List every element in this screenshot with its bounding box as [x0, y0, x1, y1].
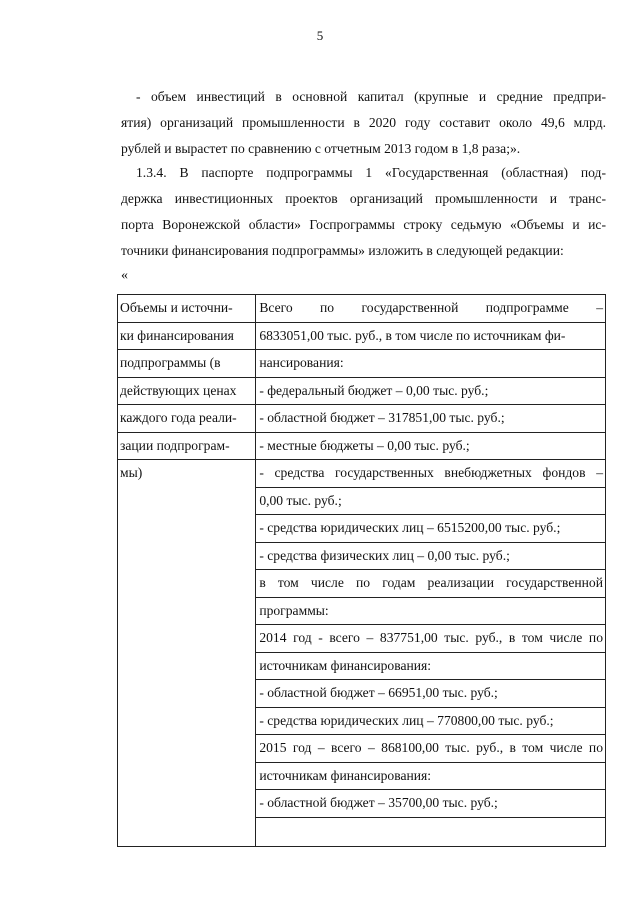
table-cell-value [256, 295, 606, 847]
text-line: точники финансирования подпрограммы» изложить в следующей редакции: [121, 243, 564, 258]
value-line: - областной бюджет – 66951,00 тыс. руб.; [256, 680, 605, 708]
paragraph-item-1-3-4 [121, 160, 606, 264]
value-line: источникам финансирования: [256, 763, 605, 791]
page-number: 5 [316, 28, 324, 43]
opening-quote-mark: « [121, 268, 128, 283]
value-line: 6833051,00 тыс. руб., в том числе по источникам фи- [256, 323, 605, 351]
value-line: нансирования: [256, 350, 605, 378]
label-line: каждого года реали- [118, 405, 255, 433]
text-line: - объем инвестиций в основной капитал (крупные и средние предпри- [136, 89, 606, 104]
value-line: - средства физических лиц – 0,00 тыс. руб.; [256, 543, 605, 571]
text-line: ятия) организаций промышленности в 2020 году составит около 49,6 млрд. [121, 115, 606, 130]
value-line: - средства юридических лиц – 6515200,00 тыс. руб.; [256, 515, 605, 543]
paragraph-investments [121, 84, 606, 162]
value-line: - областной бюджет – 35700,00 тыс. руб.; [256, 790, 605, 818]
label-line: подпрограммы (в [118, 350, 255, 378]
text-line: рублей и вырастет по сравнению с отчетным 2013 годом в 1,8 раза;». [121, 141, 521, 156]
text-line: порта Воронежской области» Госпрограммы строку седьмую «Объемы и ис- [121, 217, 606, 232]
value-line: 2014 год - всего – 837751,00 тыс. руб., в том числе по [256, 625, 605, 653]
value-line: Всего по государственной подпрограмме – [256, 295, 605, 323]
value-line: - областной бюджет – 317851,00 тыс. руб.; [256, 405, 605, 433]
value-line-empty [256, 818, 605, 846]
value-line: 0,00 тыс. руб.; [256, 488, 605, 516]
passport-table [117, 294, 606, 847]
table-cell-label [118, 295, 256, 847]
value-line: источникам финансирования: [256, 653, 605, 681]
text-line: 1.3.4. В паспорте подпрограммы 1 «Государственная (областная) под- [136, 165, 606, 180]
value-line: - средства юридических лиц – 770800,00 тыс. руб.; [256, 708, 605, 736]
label-line: зации подпрограм- [118, 433, 255, 461]
value-line: в том числе по годам реализации государственной [256, 570, 605, 598]
label-line: Объемы и источни- [118, 295, 255, 323]
table-row [118, 295, 606, 847]
value-line: - местные бюджеты – 0,00 тыс. руб.; [256, 433, 605, 461]
text-line: держка инвестиционных проектов организаций промышленности и транс- [121, 191, 606, 206]
label-line: мы) [120, 465, 143, 480]
value-line: программы: [256, 598, 605, 626]
value-line: - федеральный бюджет – 0,00 тыс. руб.; [256, 378, 605, 406]
value-line: 2015 год – всего – 868100,00 тыс. руб., в том числе по [256, 735, 605, 763]
value-line: - средства государственных внебюджетных фондов – [256, 460, 605, 488]
label-line: действующих ценах [118, 378, 255, 406]
label-line: ки финансирования [118, 323, 255, 351]
